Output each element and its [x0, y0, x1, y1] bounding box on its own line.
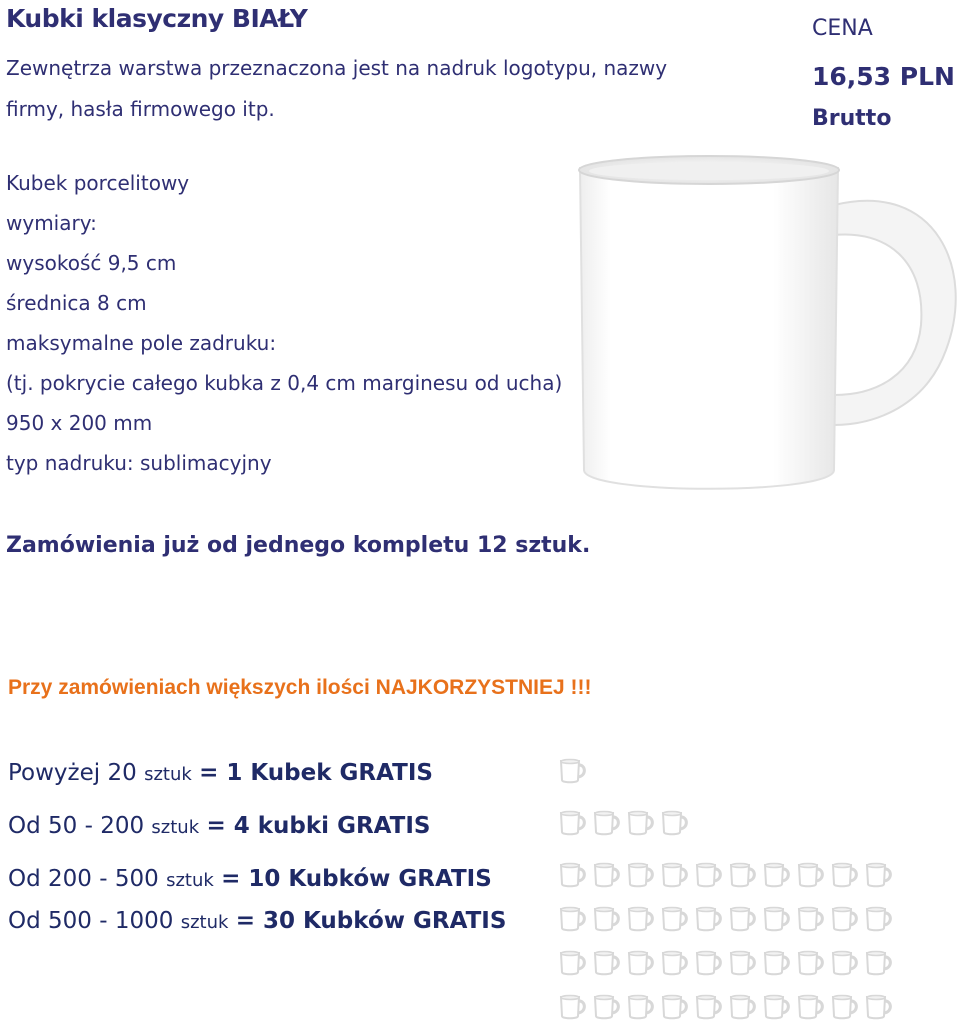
mug-icon [729, 862, 757, 888]
spec-list [6, 163, 562, 483]
promo-banner: Przy zamówieniach większych ilości NAJKORZYSTNIEJ !!! [8, 676, 592, 699]
tier-row [8, 813, 430, 839]
order-minimum-note: Zamówienia już od jednego kompletu 12 sztuk. [6, 533, 591, 558]
mug-icon [593, 950, 621, 976]
spec-item: typ nadruku: sublimacyjny [6, 451, 272, 475]
spec-item: średnica 8 cm [6, 291, 147, 315]
product-intro: Zewnętrza warstwa przeznaczona jest na nadruk logotypu, nazwy firmy, hasła firmowego itp. [6, 56, 668, 121]
mug-icon [627, 862, 655, 888]
tier-unit: sztuk [166, 870, 214, 891]
mug-icon [627, 810, 655, 836]
mug-icon [831, 994, 859, 1020]
mug-icon [661, 950, 689, 976]
mug-icon [763, 950, 791, 976]
price-label: CENA [812, 16, 873, 41]
mug-icon [797, 950, 825, 976]
mug-icon [797, 906, 825, 932]
mug-icon [559, 906, 587, 932]
tier-row [8, 760, 433, 786]
mug-icon [695, 950, 723, 976]
mug-icon [593, 862, 621, 888]
tier-range: Od 200 - 500 [8, 866, 159, 892]
mug-icon [627, 950, 655, 976]
mug-icon [559, 994, 587, 1020]
mug-icon-row [559, 994, 893, 1020]
mug-icon [593, 906, 621, 932]
white-mug-photo [576, 150, 960, 514]
tier-bonus: = 10 Kubków GRATIS [221, 866, 492, 892]
mug-icon [661, 994, 689, 1020]
mug-icon [763, 862, 791, 888]
mug-icon [559, 758, 587, 784]
mug-icon [763, 906, 791, 932]
mug-icon [593, 994, 621, 1020]
tier-bonus: = 1 Kubek GRATIS [199, 760, 433, 786]
mug-icon [627, 994, 655, 1020]
spec-item: Kubek porcelitowy [6, 171, 190, 195]
mug-icon [627, 906, 655, 932]
tier-unit: sztuk [144, 764, 192, 785]
mug-icon [559, 810, 587, 836]
tier-range: Od 50 - 200 [8, 813, 145, 839]
mug-icon [865, 862, 893, 888]
tier-unit: sztuk [151, 817, 200, 838]
mug-icon [865, 950, 893, 976]
spec-item: wymiary: [6, 211, 97, 235]
mug-icon [695, 862, 723, 888]
tier-unit: sztuk [180, 912, 229, 933]
tier-range: Powyżej 20 [8, 760, 137, 786]
tier-bonus: = 30 Kubków GRATIS [235, 908, 507, 934]
mug-icon [865, 906, 893, 932]
mug-icon [729, 906, 757, 932]
product-title: Kubki klasyczny BIAŁY [6, 4, 308, 33]
mug-icon [695, 994, 723, 1020]
spec-item: (tj. pokrycie całego kubka z 0,4 cm marginesu od ucha) [6, 371, 563, 395]
mug-icon [661, 906, 689, 932]
mug-icon [831, 906, 859, 932]
mug-icon [729, 950, 757, 976]
mug-icon [559, 862, 587, 888]
mug-icon [559, 950, 587, 976]
mug-icon [729, 994, 757, 1020]
price-value: 16,53 PLN [812, 62, 955, 91]
tier-row [8, 908, 506, 934]
mug-icon [865, 994, 893, 1020]
mug-icon [831, 862, 859, 888]
mug-icon [661, 810, 689, 836]
mug-icon [831, 950, 859, 976]
mug-icon-row [559, 862, 893, 888]
mug-icon-row [559, 906, 893, 932]
price-note: Brutto [812, 106, 892, 131]
spec-item: wysokość 9,5 cm [6, 251, 177, 275]
mug-icon [695, 906, 723, 932]
tier-bonus: = 4 kubki GRATIS [206, 813, 431, 839]
mug-icon [797, 862, 825, 888]
mug-icon [661, 862, 689, 888]
spec-item: 950 x 200 mm [6, 411, 153, 435]
mug-icon-row [559, 810, 689, 836]
spec-item: maksymalne pole zadruku: [6, 331, 277, 355]
mug-icon [763, 994, 791, 1020]
mug-icon-row [559, 758, 587, 784]
mug-illustration [576, 150, 960, 510]
tier-row [8, 866, 492, 892]
mug-icon [593, 810, 621, 836]
mug-icon-row [559, 950, 893, 976]
tier-range: Od 500 - 1000 [8, 908, 174, 934]
mug-icon [797, 994, 825, 1020]
